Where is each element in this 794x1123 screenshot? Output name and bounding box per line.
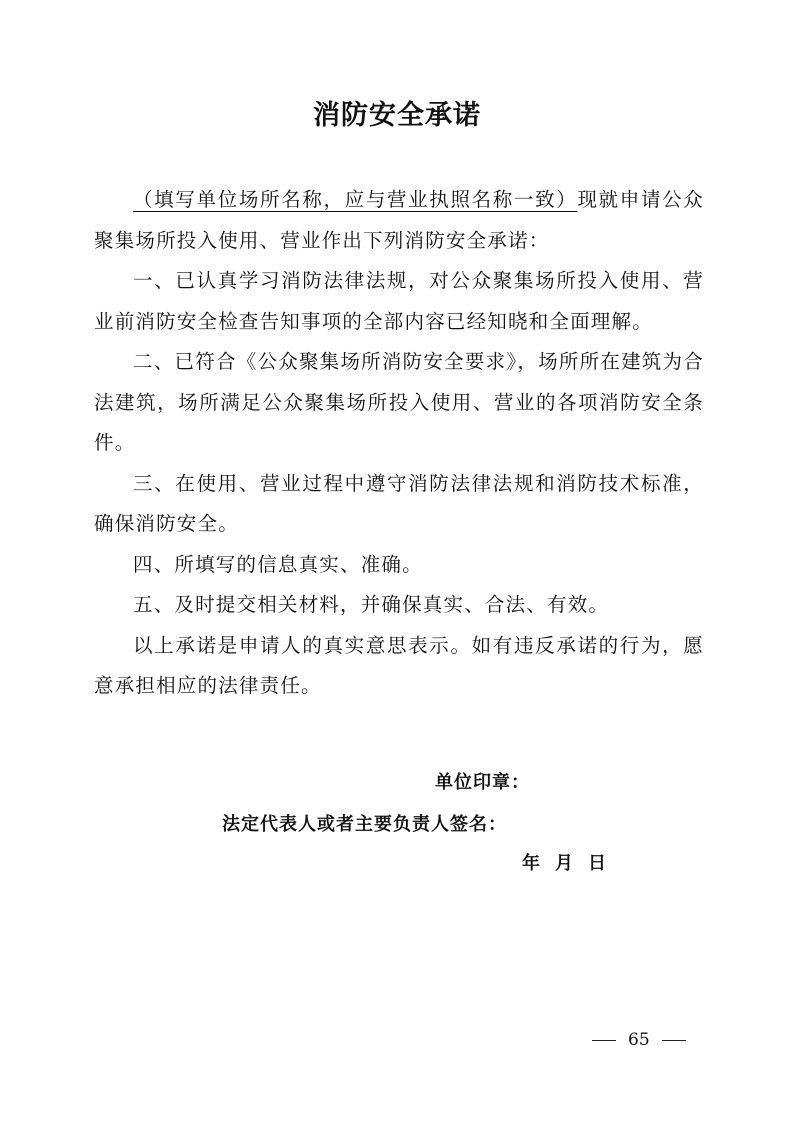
commitment-item-3: 三、在使用、营业过程中遵守消防法律法规和消防技术标准，确保消防安全。 [94, 471, 704, 535]
document-title: 消防安全承诺 [313, 100, 481, 131]
page-number-right-dash [662, 1040, 686, 1041]
closing-paragraph: 以上承诺是申请人的真实意思表示。如有违反承诺的行为，愿意承担相应的法律责任。 [94, 633, 704, 697]
commitment-item-4: 四、所填写的信息真实、准确。 [133, 552, 423, 576]
commitment-item-5: 五、及时提交相关材料，并确保真实、合法、有效。 [133, 593, 610, 616]
date-month-label: 月 [555, 853, 574, 874]
commitment-item-1: 一、已认真学习消防法律法规，对公众聚集场所投入使用、营业前消防安全检查告知事项的全部内容已经知晓和全面理解。 [94, 269, 704, 333]
intro-text: 现就申请公众聚集场所投入使用、营业作出下列消防安全承诺： [94, 188, 704, 252]
page-number-left-dash [592, 1040, 616, 1041]
page-number-value: 65 [628, 1030, 650, 1050]
signature-date [522, 851, 621, 877]
unit-name-blank: （填写单位场所名称，应与营业执照名称一致） [133, 188, 578, 211]
date-year-label: 年 [522, 853, 541, 874]
document-body [94, 180, 704, 707]
date-day-label: 日 [588, 853, 607, 874]
commitment-item-2: 二、已符合《公众聚集场所消防安全要求》，场所所在建筑为合法建筑，场所满足公众聚集场所投入使用、营业的各项消防安全条件。 [94, 350, 704, 454]
representative-signature-label: 法定代表人或者主要负责人签名： [222, 814, 507, 835]
intro-paragraph [94, 180, 704, 261]
page-number [580, 1028, 698, 1052]
unit-seal-label: 单位印章： [435, 772, 530, 793]
